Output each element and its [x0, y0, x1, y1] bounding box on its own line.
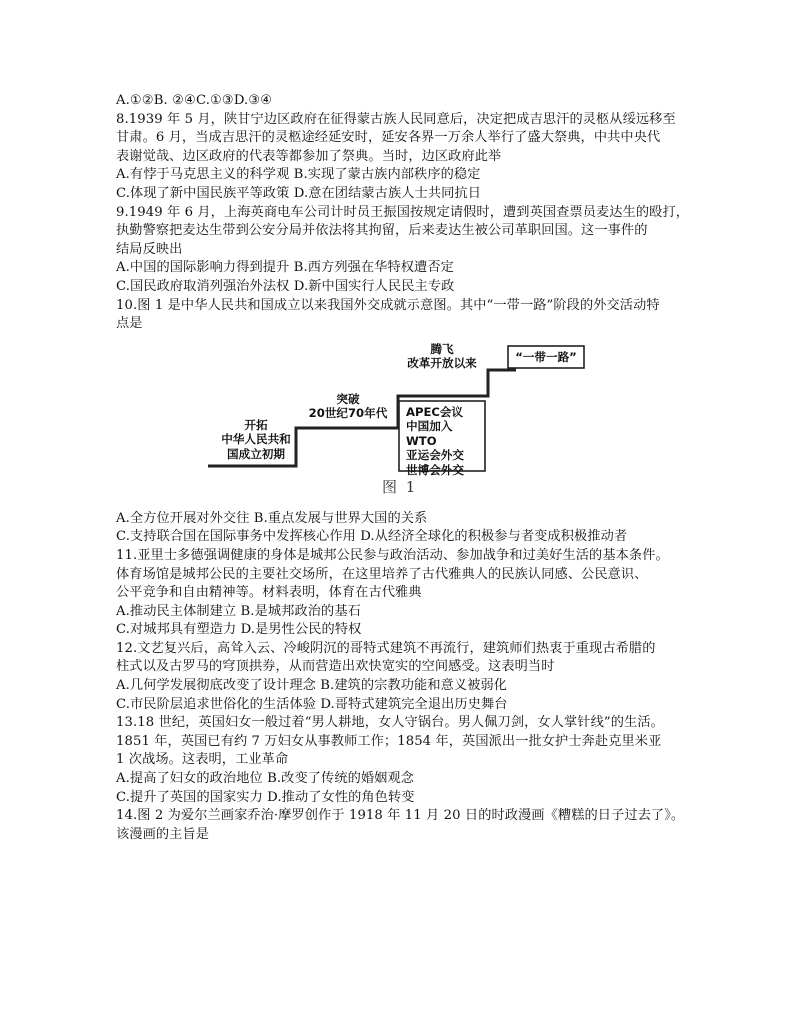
- belt-road-label: “一带一路”: [515, 349, 577, 364]
- step3-list: [406, 405, 482, 478]
- text-line: A.全方位开展对外交往 B.重点发展与世界大国的关系: [116, 510, 428, 526]
- text-line: C.提升了英国的国家实力 D.推动了女性的角色转变: [116, 789, 415, 805]
- text-line: 14.图 2 为爱尔兰画家乔治·摩罗创作于 1918 年 11 月 20 日的时政漫画《糟糕的日子过去了》。: [116, 808, 685, 824]
- step3-list-item: 亚运会外交: [406, 448, 464, 463]
- text-line: A.几何学发展彻底改变了设计理念 B.建筑的宗教功能和意义被弱化: [116, 678, 508, 694]
- text-line: A.推动民主体制建立 B.是城邦政治的基石: [116, 603, 361, 619]
- step3-list-item: 世博会外交: [406, 462, 464, 477]
- text-line: 公平竞争和自由精神等。材料表明，体育在古代雅典: [116, 585, 422, 601]
- text-line: C.支持联合国在国际事务中发挥核心作用 D.从经济全球化的积极参与者变成积极推动者: [116, 529, 628, 545]
- text-line: 11.亚里士多德强调健康的身体是城邦公民参与政治活动、参加战争和过美好生活的基本条件。: [116, 547, 669, 563]
- step3-label: [392, 342, 492, 371]
- text-line: 9.1949 年 6 月，上海英商电车公司计时员王振国按规定请假时，遭到英国查票员麦达生的殴打，: [116, 204, 690, 220]
- text-line: A.中国的国际影响力得到提升 B.西方列强在华特权遭否定: [116, 260, 454, 276]
- step2-label: [292, 392, 404, 421]
- text-line: C.对城邦具有塑造力 D.是男性公民的特权: [116, 622, 362, 638]
- text-line: A.提高了妇女的政治地位 B.改变了传统的婚姻观念: [116, 771, 415, 787]
- text-line: A.①②B. ②④C.①③D.③④: [116, 93, 273, 108]
- text-line: 表谢觉哉、边区政府的代表等都参加了祭典。当时，边区政府此举: [116, 148, 502, 164]
- question-block-bottom: [116, 510, 688, 845]
- text-line: 该漫画的主旨是: [116, 826, 210, 842]
- text-line: 12.文艺复兴后，高耸入云、冷峻阴沉的哥特式建筑不再流行，建筑师们热衷于重现古希腊的: [116, 640, 656, 656]
- figure-caption: 图 1: [382, 477, 418, 496]
- step1-label: [204, 418, 308, 462]
- text-line: A.有悖于马克思主义的科学观 B.实现了蒙古族内部秩序的稳定: [116, 167, 481, 183]
- question-block-top: [116, 92, 688, 334]
- step3-list-item: APEC会议: [406, 404, 464, 419]
- step2-line: 20世纪70年代: [308, 406, 388, 421]
- text-line: 8.1939 年 5 月，陕甘宁边区政府在征得蒙古族人民同意后，决定把成吉思汗的灵柩从绥远移至: [116, 111, 676, 127]
- step1-line: 国成立初期: [227, 446, 285, 461]
- text-line: 体育场馆是城邦公民的主要社交场所，在这里培养了古代雅典人的民族认同感、公民意识、: [116, 566, 648, 582]
- text-line: 13.18 世纪，英国妇女一般过着“男人耕地，女人守锅台。男人佩刀剑，女人掌针线”的生活。: [116, 715, 664, 731]
- step3-line: 改革开放以来: [407, 356, 477, 371]
- text-line: 柱式以及古罗马的穹顶拱券，从而营造出欢快宽实的空间感受。这表明当时: [116, 659, 555, 675]
- text-line: C.体现了新中国民族平等政策 D.意在团结蒙古族人士共同抗日: [116, 185, 481, 201]
- text-line: 结局反映出: [116, 241, 183, 257]
- text-line: 1851 年，英国已有约 7 万妇女从事教师工作；1854 年，英国派出一批女护士奔赴克里米亚: [116, 733, 662, 749]
- text-line: 甘肃。6 月，当成吉思汗的灵柩途经延安时，延安各界一万余人举行了盛大祭典，中共中央代: [116, 130, 661, 146]
- step2-title: 突破: [336, 391, 360, 406]
- text-line: 执勤警察把麦达生带到公安分局并依法将其拘留，后来麦达生被公司革职回国。这一事件的: [116, 223, 648, 239]
- exam-page: [116, 92, 688, 844]
- text-line: C.国民政府取消列强治外法权 D.新中国实行人民民主专政: [116, 278, 455, 294]
- text-line: 1 次战场。这表明，工业革命: [116, 752, 289, 768]
- step1-line: 中华人民共和: [221, 432, 291, 447]
- step3-list-item: 中国加入WTO: [406, 419, 453, 448]
- text-line: 点是: [116, 316, 143, 332]
- step1-title: 开拓: [244, 417, 268, 432]
- text-line: 10.图 1 是中华人民共和国成立以来我国外交成就示意图。其中“一带一路”阶段的外交活动特: [116, 297, 660, 313]
- figure-1-diplomacy-stairs: [116, 334, 688, 510]
- text-line: C.市民阶层追求世俗化的生活体验 D.哥特式建筑完全退出历史舞台: [116, 696, 508, 712]
- step3-title: 腾飞: [430, 341, 454, 356]
